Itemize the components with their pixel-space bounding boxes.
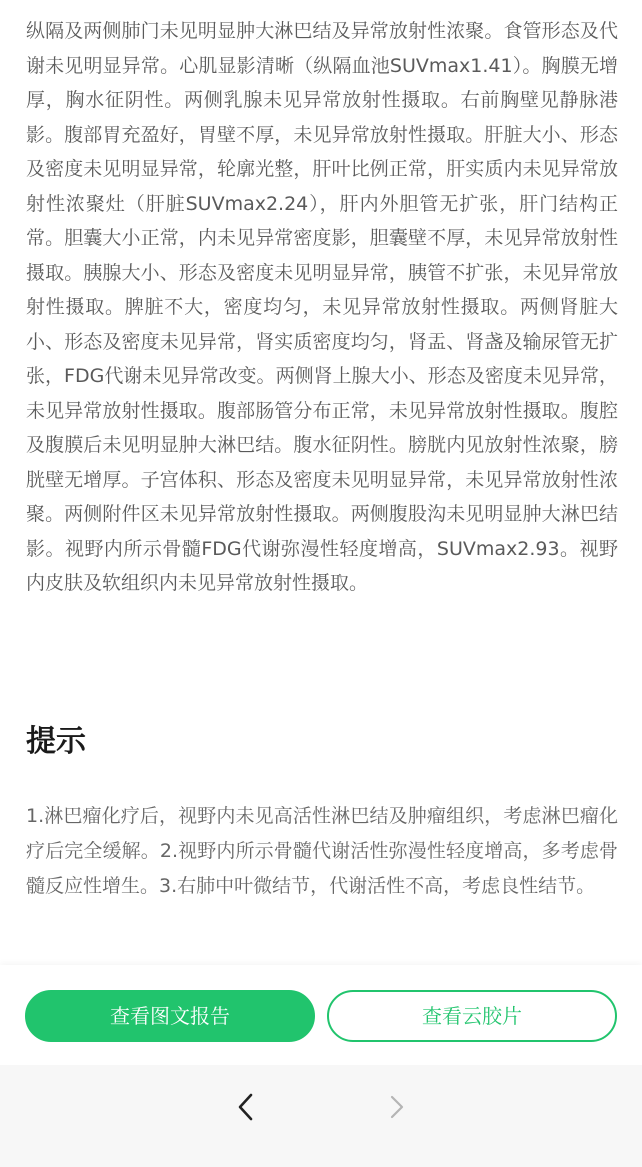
action-bar	[0, 965, 642, 1065]
back-button[interactable]	[226, 1087, 266, 1127]
hint-text: 1.淋巴瘤化疗后，视野内未见高活性淋巴结及肿瘤组织，考虑淋巴瘤化疗后完全缓解。2.视野内所示骨髓代谢活性弥漫性轻度增高，多考虑骨髓反应性增生。3.右肺中叶微结节，代谢活性不高，考虑良性结节。	[26, 805, 618, 897]
forward-button[interactable]	[376, 1087, 416, 1127]
hint-section-title: 提示	[26, 724, 86, 759]
chevron-left-icon	[226, 1087, 266, 1127]
view-cloud-films-button[interactable]: 查看云胶片	[327, 990, 617, 1042]
chevron-right-icon	[376, 1087, 416, 1127]
browser-nav-bar	[0, 1065, 642, 1167]
view-report-button[interactable]: 查看图文报告	[25, 990, 315, 1042]
report-findings-text: 纵隔及两侧肺门未见明显肿大淋巴结及异常放射性浓聚。食管形态及代谢未见明显异常。心肌显影清晰（纵隔血池SUVmax1.41）。胸膜无增厚，胸水征阴性。两侧乳腺未见异常放射性摄取。右前胸壁见静脉港影。腹部胃充盈好，胃壁不厚，未见异常放射性摄取。肝脏大小、形态及密度未见明显异常，轮廓光整，肝叶比例正常，肝实质内未见异常放射性浓聚灶（肝脏SUVmax2.24），肝内外胆管无扩张，肝门结构正常。胆囊大小正常，内未见异常密度影，胆囊壁不厚，未见异常放射性摄取。胰腺大小、形态及密度未见明显异常，胰管不扩张，未见异常放射性摄取。脾脏不大，密度均匀，未见异常放射性摄取。两侧肾脏大小、形态及密度未见异常，肾实质密度均匀，肾盂、肾盏及输尿管无扩张，FDG代谢未见异常改变。两侧肾上腺大小、形态及密度未见异常，未见异常放射性摄取。腹部肠管分布正常，未见异常放射性摄取。腹腔及腹膜后未见明显肿大淋巴结。腹水征阴性。膀胱内见放射性浓聚，膀胱壁无增厚。子宫体积、形态及密度未见明显异常，未见异常放射性浓聚。两侧附件区未见异常放射性摄取。两侧腹股沟未见明显肿大淋巴结影。视野内所示骨髓FDG代谢弥漫性轻度增高，SUVmax2.93。视野内皮肤及软组织内未见异常放射性摄取。	[26, 20, 618, 594]
